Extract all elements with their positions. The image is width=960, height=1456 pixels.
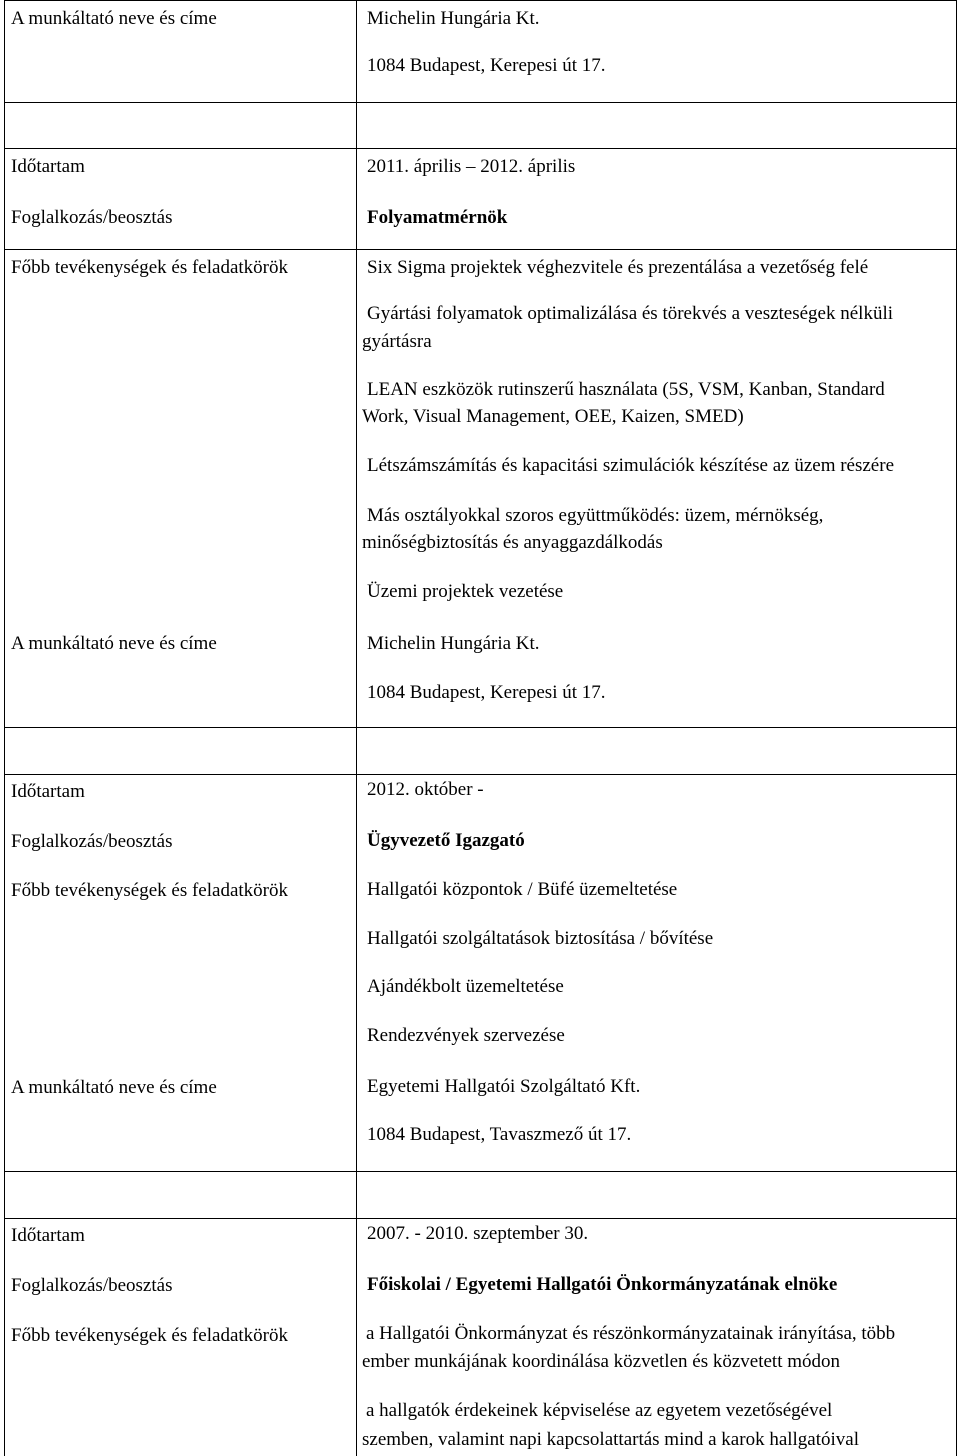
- employer-address: 1084 Budapest, Kerepesi út 17.: [367, 682, 606, 703]
- period-label: Időtartam: [11, 781, 85, 802]
- row-divider: [4, 249, 957, 250]
- duty-line: szemben, valamint napi kapcsolattartás mind a karok hallgatóival: [362, 1429, 860, 1450]
- row-divider: [4, 1171, 957, 1172]
- period-value: 2011. április – 2012. április: [367, 156, 576, 177]
- period-label: Időtartam: [11, 156, 85, 177]
- employer-address: 1084 Budapest, Tavaszmező út 17.: [367, 1124, 632, 1145]
- duty-line: a Hallgatói Önkormányzat és részönkormányzatainak irányítása, több: [366, 1323, 896, 1344]
- employer-name: Michelin Hungária Kt.: [367, 633, 540, 654]
- position-value: Ügyvezető Igazgató: [367, 830, 525, 851]
- duties-label: Főbb tevékenységek és feladatkörök: [11, 880, 288, 901]
- duty-line: Six Sigma projektek véghezvitele és prezentálása a vezetőség felé: [367, 257, 869, 278]
- table-border-top: [4, 0, 957, 1]
- duty-line: minőségbiztosítás és anyaggazdálkodás: [362, 532, 663, 553]
- employer-name: Michelin Hungária Kt.: [367, 8, 540, 29]
- position-label: Foglalkozás/beosztás: [11, 1275, 173, 1296]
- duty-line: a hallgatók érdekeinek képviselése az egyetem vezetőségével: [366, 1400, 833, 1421]
- employer-label: A munkáltató neve és címe: [11, 8, 217, 29]
- employer-name: Egyetemi Hallgatói Szolgáltató Kft.: [367, 1076, 641, 1097]
- row-divider: [4, 774, 957, 775]
- row-divider: [4, 102, 957, 103]
- duty-line: Gyártási folyamatok optimalizálása és törekvés a veszteségek nélküli: [367, 303, 894, 324]
- duties-label: Főbb tevékenységek és feladatkörök: [11, 1325, 288, 1346]
- duty-line: Hallgatói központok / Büfé üzemeltetése: [367, 879, 678, 900]
- position-label: Foglalkozás/beosztás: [11, 207, 173, 228]
- duty-line: LEAN eszközök rutinszerű használata (5S, VSM, Kanban, Standard: [367, 379, 885, 400]
- column-divider: [356, 0, 357, 1456]
- duty-line: Work, Visual Management, OEE, Kaizen, SMED): [362, 406, 744, 427]
- duty-line: Létszámszámítás és kapacitási szimulációk készítése az üzem részére: [367, 455, 894, 476]
- row-divider: [4, 727, 957, 728]
- duty-line: Más osztályokkal szoros együttműködés: üzem, mérnökség,: [367, 505, 824, 526]
- row-divider: [4, 1218, 957, 1219]
- duty-line: Hallgatói szolgáltatások biztosítása / bővítése: [367, 928, 714, 949]
- duty-line: Ajándékbolt üzemeltetése: [367, 976, 564, 997]
- position-value: Főiskolai / Egyetemi Hallgatói Önkormányzatának elnöke: [367, 1274, 838, 1295]
- duties-label: Főbb tevékenységek és feladatkörök: [11, 257, 288, 278]
- period-label: Időtartam: [11, 1225, 85, 1246]
- duty-line: Rendezvények szervezése: [367, 1025, 565, 1046]
- employer-label: A munkáltató neve és címe: [11, 1077, 217, 1098]
- table-border-left: [4, 0, 5, 1456]
- position-label: Foglalkozás/beosztás: [11, 831, 173, 852]
- duty-line: gyártásra: [362, 331, 432, 352]
- period-value: 2007. - 2010. szeptember 30.: [367, 1223, 589, 1244]
- period-value: 2012. október -: [367, 779, 484, 800]
- employer-address: 1084 Budapest, Kerepesi út 17.: [367, 55, 606, 76]
- duty-line: ember munkájának koordinálása közvetlen és közvetett módon: [362, 1351, 841, 1372]
- table-border-right: [956, 0, 957, 1456]
- position-value: Folyamatmérnök: [367, 207, 508, 228]
- duty-line: Üzemi projektek vezetése: [367, 581, 564, 602]
- row-divider: [4, 148, 957, 149]
- employer-label: A munkáltató neve és címe: [11, 633, 217, 654]
